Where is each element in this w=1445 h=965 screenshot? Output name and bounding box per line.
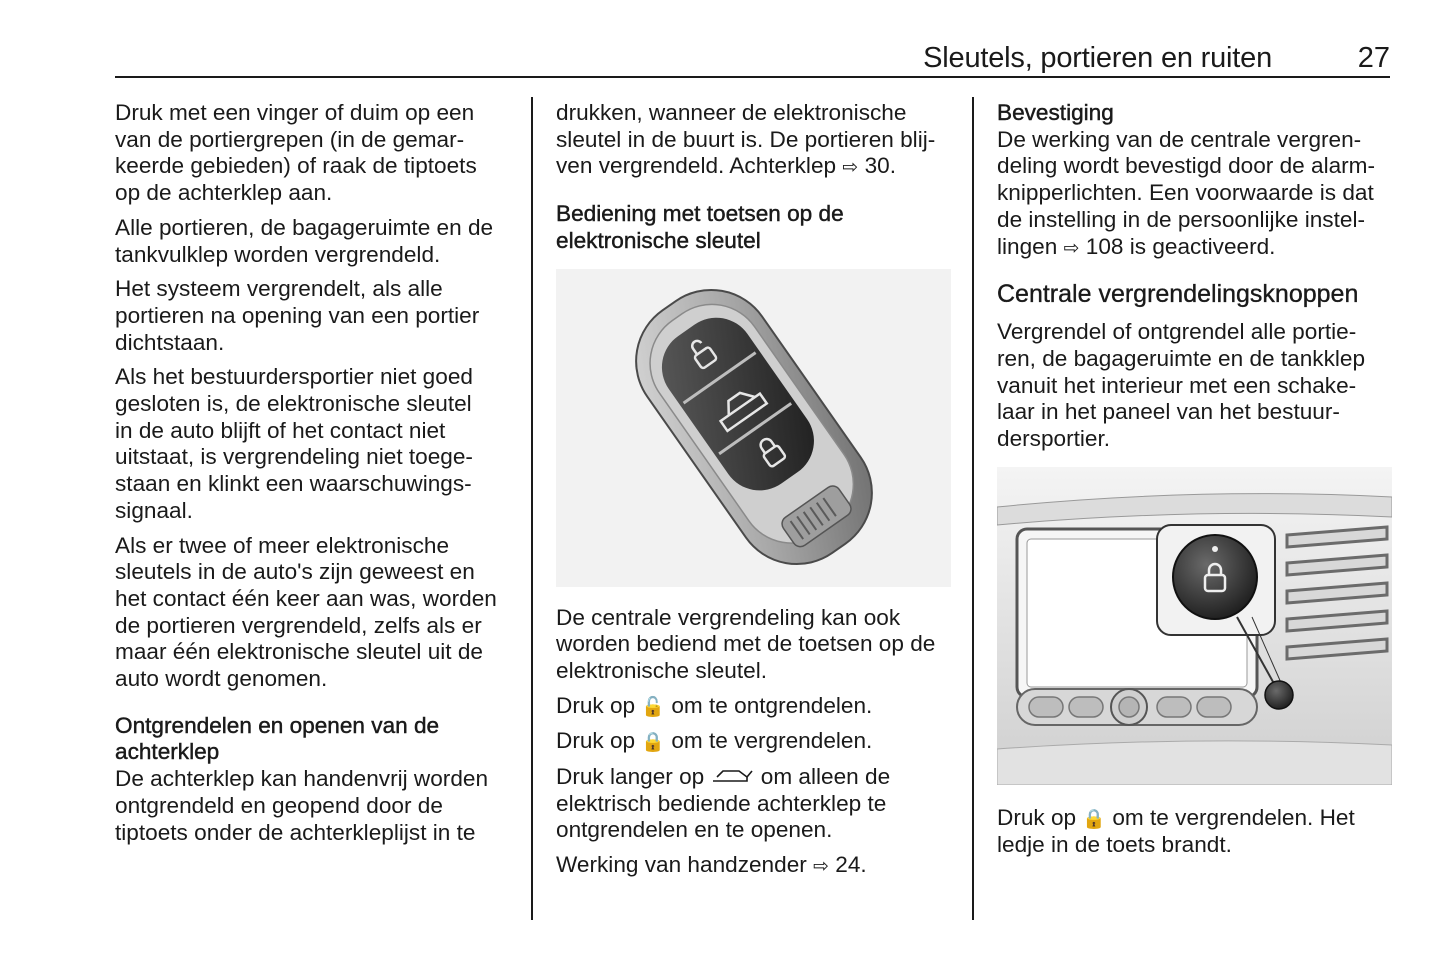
arrow-right-icon: ⇨: [1063, 236, 1080, 259]
paragraph-two-keys: Als er twee of meer elektronische sleutels in de auto's zijn geweest en het contact één keer aan was, worden de portieren vergrendeld, zelfs als er maar één elektronische sleutel uit de auto wordt genomen.: [115, 532, 497, 692]
heading-confirmation: Bevestiging: [997, 100, 1114, 125]
column-divider-2: [972, 97, 974, 920]
arrow-right-icon: ⇨: [842, 156, 859, 179]
key-fob-illustration: [556, 269, 951, 587]
heading-key-buttons: Bediening met toetsen op de elektronische sleutel: [556, 201, 844, 253]
column-divider-1: [531, 97, 533, 920]
paragraph-all-locked: Alle portieren, de bagageruimte en de tankvulklep worden vergrendeld.: [115, 214, 494, 267]
page-number: 27: [1357, 42, 1390, 74]
column-1: [115, 100, 515, 854]
column-2: [556, 100, 956, 888]
paragraph-handsfree-tailgate: De achterklep kan handenvrij worden ontgrendeld en geopend door de tiptoets onder de achterkleplijst in te: [115, 766, 489, 845]
lock-button: [1265, 681, 1293, 709]
header-rule: [115, 76, 1390, 78]
paragraph-lock: Druk op 🔒 om te vergrendelen.: [556, 728, 873, 754]
paragraph-doors-remain-locked: drukken, wanneer de elektronische sleutel in de buurt is. De portieren blij- ven vergrendeld. Achterklep ⇨ 30.: [556, 100, 936, 179]
tailgate-page-link[interactable]: 30.: [864, 153, 896, 179]
dashboard-illustration: [997, 467, 1392, 785]
unlock-icon: 🔓: [641, 695, 666, 718]
settings-page-link[interactable]: 108 is geactiveerd.: [1085, 233, 1276, 259]
paragraph-lock-led: Druk op 🔒 om te vergrendelen. Het ledje in de toets brandt.: [997, 804, 1355, 858]
lock-icon: 🔒: [1082, 807, 1107, 830]
dashboard-drawing: [997, 467, 1392, 785]
paragraph-remote-control: Werking van handzender ⇨ 24.: [556, 852, 867, 878]
paragraph-unlock: Druk op 🔓 om te ontgrendelen.: [556, 692, 873, 718]
remote-page-link[interactable]: 24.: [835, 852, 867, 878]
paragraph-tailgate-long-press: Druk langer op om alleen de elektrisch bediende achterklep te ontgrendelen en te openen.: [556, 764, 891, 843]
header-title: Sleutels, portieren en ruiten: [923, 42, 1272, 74]
paragraph-system-locks: Het systeem vergrendelt, als alle portieren na opening van een portier dichtstaan.: [115, 276, 480, 355]
heading-tailgate: Ontgrendelen en openen van de achterklep: [115, 712, 440, 765]
paragraph-lock-switch: Vergrendel of ontgrendel alle portie- ren, de bagageruimte en de tankklep vanuit het interieur met een schake- laar in het paneel van het bestuur- dersportier.: [997, 319, 1366, 452]
key-fob-drawing: [556, 269, 951, 587]
section-heading-lock-buttons: Centrale vergrendelingsknoppen: [997, 280, 1359, 309]
paragraph-central-locking-keys: De centrale vergrendeling kan ook worden bediend met de toetsen op de elektronische sleutel.: [556, 604, 936, 683]
paragraph-confirmation: De werking van de centrale vergren- deling wordt bevestigd door de alarm- knipperlichten. Een voorwaarde is dat de instelling in de persoonlijke instel- lingen ⇨ 108 is geactiveerd.: [997, 126, 1376, 259]
tailgate-icon: [710, 768, 754, 786]
arrow-right-icon: ⇨: [813, 855, 829, 878]
lock-icon: 🔒: [641, 731, 666, 754]
column-3: [997, 100, 1392, 867]
paragraph-door-handles: Druk met een vinger of duim op een van de portiergrepen (in de gemar- keerde gebieden) of raak de tiptoets op de achterklep aan.: [115, 100, 477, 206]
paragraph-not-allowed: Als het bestuurdersportier niet goed gesloten is, de elektronische sleutel in de auto blijft of het contact niet uitstaat, is vergrendeling niet toege- staan en klinkt een waarschuwings- signaal.: [115, 364, 473, 523]
